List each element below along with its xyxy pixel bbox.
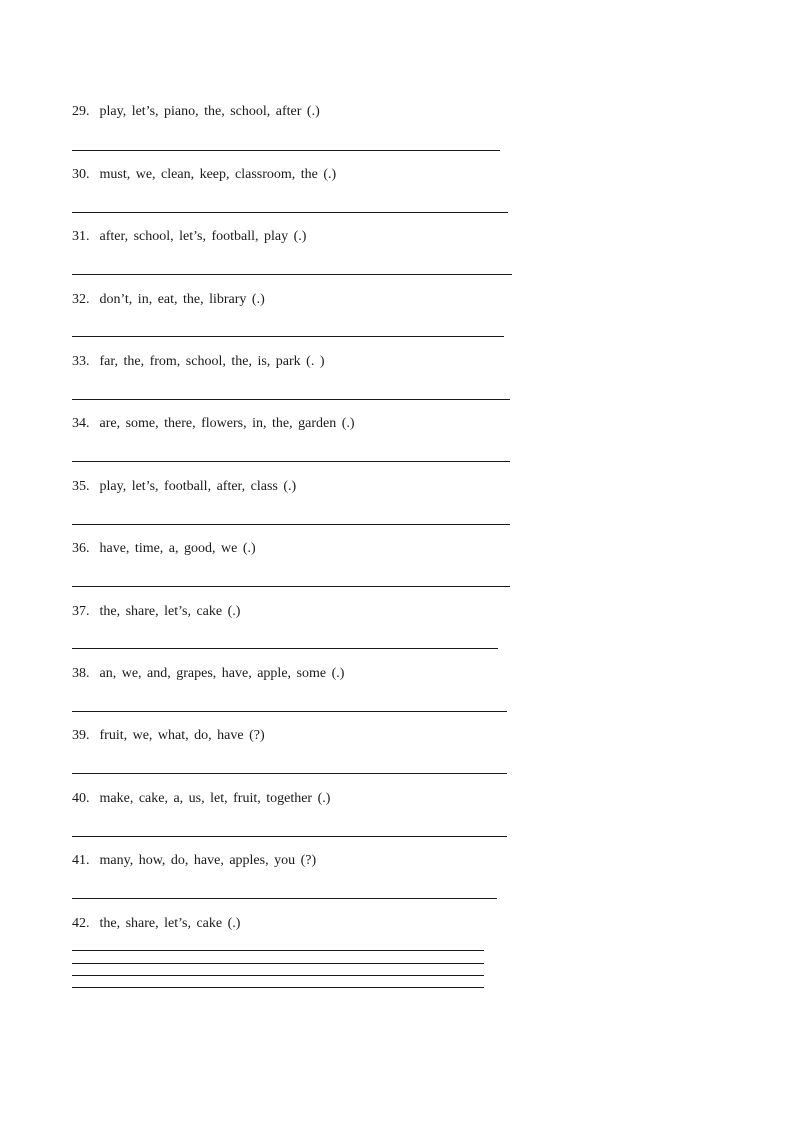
question-text: [72, 728, 265, 744]
question-number: 42.: [72, 916, 90, 931]
question-text: [72, 292, 265, 308]
question-number: 33.: [72, 354, 90, 369]
question-text: [72, 104, 320, 120]
question-number: 39.: [72, 728, 90, 743]
question-text: [72, 229, 306, 245]
answer-line[interactable]: [72, 836, 507, 837]
scrambled-words: play, let’s, piano, the, school, after (.): [99, 104, 320, 119]
scrambled-words: after, school, let’s, football, play (.): [99, 229, 307, 244]
answer-line[interactable]: [72, 399, 510, 400]
question-text: [72, 541, 256, 557]
question-number: 36.: [72, 541, 90, 556]
question-number: 37.: [72, 604, 90, 619]
answer-line[interactable]: [72, 975, 484, 976]
answer-line[interactable]: [72, 711, 507, 712]
scrambled-words: an, we, and, grapes, have, apple, some (.): [99, 666, 345, 681]
answer-line[interactable]: [72, 524, 510, 525]
question-number: 29.: [72, 104, 90, 119]
scrambled-words: many, how, do, have, apples, you (?): [99, 853, 317, 868]
answer-line[interactable]: [72, 773, 507, 774]
question-text: [72, 604, 240, 620]
question-number: 38.: [72, 666, 90, 681]
question-text: [72, 916, 240, 932]
question-number: 30.: [72, 167, 90, 182]
scrambled-words: are, some, there, flowers, in, the, garden (.): [99, 416, 355, 431]
answer-line[interactable]: [72, 461, 510, 462]
scrambled-words: have, time, a, good, we (.): [99, 541, 256, 556]
answer-line[interactable]: [72, 648, 498, 649]
question-number: 35.: [72, 479, 90, 494]
answer-line[interactable]: [72, 987, 484, 988]
answer-line[interactable]: [72, 963, 484, 964]
scrambled-words: far, the, from, school, the, is, park (. ): [99, 354, 325, 369]
scrambled-words: the, share, let’s, cake (.): [99, 916, 241, 931]
question-number: 31.: [72, 229, 90, 244]
scrambled-words: the, share, let’s, cake (.): [99, 604, 241, 619]
scrambled-words: don’t, in, eat, the, library (.): [99, 292, 265, 307]
answer-line[interactable]: [72, 898, 497, 899]
question-text: [72, 666, 344, 682]
scrambled-words: fruit, we, what, do, have (?): [99, 728, 265, 743]
answer-line[interactable]: [72, 586, 510, 587]
question-number: 41.: [72, 853, 90, 868]
question-number: 32.: [72, 292, 90, 307]
scrambled-words: play, let’s, football, after, class (.): [99, 479, 297, 494]
question-number: 34.: [72, 416, 90, 431]
answer-line[interactable]: [72, 212, 508, 213]
scrambled-words: must, we, clean, keep, classroom, the (.): [99, 167, 337, 182]
answer-line[interactable]: [72, 336, 504, 337]
scrambled-words: make, cake, a, us, let, fruit, together (.): [99, 791, 331, 806]
question-text: [72, 479, 296, 495]
question-text: [72, 167, 336, 183]
answer-line[interactable]: [72, 274, 512, 275]
question-text: [72, 354, 325, 370]
question-text: [72, 416, 355, 432]
answer-line[interactable]: [72, 950, 484, 951]
answer-line[interactable]: [72, 150, 500, 151]
question-number: 40.: [72, 791, 90, 806]
question-text: [72, 791, 330, 807]
question-text: [72, 853, 316, 869]
